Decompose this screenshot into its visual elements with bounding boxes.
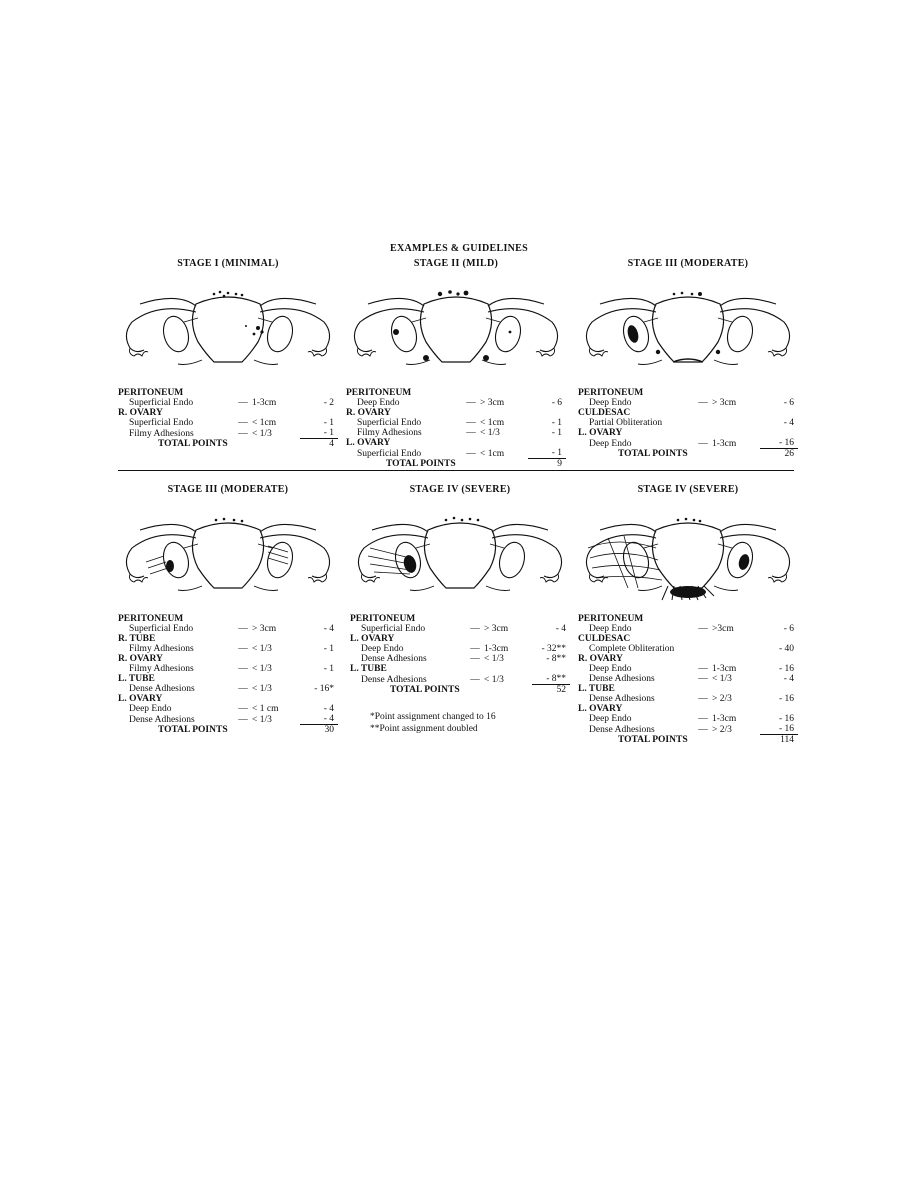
dash: —: [698, 724, 708, 735]
measure: < 1/3: [480, 428, 500, 438]
measure: 1-3cm: [252, 398, 277, 408]
points: - 1: [323, 428, 334, 438]
item-label: Superficial Endo: [357, 418, 422, 428]
score-row: [118, 684, 338, 694]
item-label: Deep Endo: [357, 398, 400, 408]
points: - 40: [778, 644, 794, 654]
section-label: L. TUBE: [578, 684, 615, 694]
measure: 1-3cm: [712, 714, 737, 724]
item-label: Deep Endo: [589, 664, 632, 674]
section-label: L. TUBE: [118, 674, 155, 684]
item-label: Dense Adhesions: [589, 674, 655, 684]
section-label: PERITONEUM: [346, 388, 412, 398]
item-label: Superficial Endo: [129, 624, 194, 634]
item-label: Dense Adhesions: [361, 674, 427, 685]
item-label: Deep Endo: [589, 398, 632, 408]
item-label: Filmy Adhesions: [129, 664, 194, 674]
total-points-label: TOTAL POINTS: [158, 725, 228, 735]
points: - 1: [551, 428, 562, 438]
points: - 8**: [546, 674, 566, 684]
section-row: [578, 614, 798, 624]
measure: < 1/3: [712, 674, 732, 684]
item-label: Superficial Endo: [357, 448, 422, 459]
section-row: [346, 408, 566, 418]
score-row: [578, 674, 798, 684]
section-label: PERITONEUM: [578, 614, 644, 624]
section-label: R. OVARY: [578, 654, 623, 664]
item-label: Superficial Endo: [129, 398, 194, 408]
section-label: PERITONEUM: [118, 388, 184, 398]
dash: —: [698, 438, 708, 449]
measure: > 2/3: [712, 694, 732, 704]
section-row: [118, 634, 338, 644]
score-row: [350, 644, 570, 654]
pelvic-anatomy-diagram: [350, 508, 570, 598]
section-row: [118, 694, 338, 704]
section-row: [118, 654, 338, 664]
dash: —: [466, 448, 476, 459]
dash: —: [698, 398, 708, 408]
section-row: [578, 388, 798, 398]
measure: < 1/3: [252, 684, 272, 694]
points: - 1: [551, 448, 562, 458]
dash: [694, 418, 712, 428]
section-label: R. OVARY: [118, 408, 163, 418]
dash: —: [698, 694, 708, 704]
section-label: CULDESAC: [578, 408, 631, 418]
score-row: [118, 644, 338, 654]
footnote-single-asterisk: *Point assignment changed to 16: [370, 712, 496, 722]
pelvic-anatomy-diagram: [578, 282, 798, 372]
points: - 8**: [546, 654, 566, 664]
score-row: [578, 398, 798, 408]
item-label: Superficial Endo: [129, 418, 194, 428]
measure: < 1/3: [252, 664, 272, 674]
total-points-label: TOTAL POINTS: [386, 459, 456, 469]
points: - 16: [778, 724, 794, 734]
dash: —: [238, 704, 248, 714]
score-row: [350, 624, 570, 634]
section-row: [578, 654, 798, 664]
measure: > 3cm: [480, 398, 505, 408]
measure: >3cm: [712, 624, 734, 634]
section-label: R. OVARY: [346, 408, 391, 418]
measure: < 1 cm: [252, 704, 279, 714]
section-label: R. TUBE: [118, 634, 156, 644]
section-row: [578, 684, 798, 694]
item-label: Superficial Endo: [361, 624, 426, 634]
section-label: CULDESAC: [578, 634, 631, 644]
stage-title: STAGE IV (SEVERE): [409, 484, 511, 495]
footnote-double-asterisk: **Point assignment doubled: [370, 724, 478, 734]
section-label: L. OVARY: [350, 634, 395, 644]
section-row: [346, 438, 566, 448]
points: - 32**: [541, 644, 566, 654]
section-label: L. OVARY: [346, 438, 391, 448]
score-row: [346, 398, 566, 408]
total-row: [350, 685, 570, 696]
stage-title: STAGE III (MODERATE): [627, 258, 749, 269]
measure: < 1cm: [480, 448, 505, 459]
item-label: Dense Adhesions: [129, 684, 195, 694]
dash: —: [238, 398, 248, 408]
section-label: L. OVARY: [578, 704, 623, 714]
measure: 1-3cm: [712, 438, 737, 449]
item-label: Dense Adhesions: [589, 724, 655, 735]
dash: —: [470, 674, 480, 685]
points: - 4: [783, 674, 794, 684]
dash: —: [238, 624, 248, 634]
score-row: [350, 674, 570, 685]
points: - 4: [555, 624, 566, 634]
dash: —: [466, 428, 476, 438]
score-row: [118, 398, 338, 408]
points: - 4: [323, 624, 334, 634]
pelvic-anatomy-diagram: [346, 282, 566, 372]
measure: < 1/3: [252, 428, 272, 439]
total-points-value: 114: [760, 735, 798, 746]
score-table: [350, 614, 570, 695]
dash: —: [698, 714, 708, 724]
dash: —: [238, 714, 248, 725]
section-label: PERITONEUM: [118, 614, 184, 624]
item-label: Dense Adhesions: [361, 654, 427, 664]
dash: —: [470, 644, 480, 654]
item-label: Deep Endo: [589, 714, 632, 724]
measure: 1-3cm: [712, 664, 737, 674]
total-points-value: 26: [760, 449, 798, 460]
points: - 16: [778, 664, 794, 674]
section-row: [578, 408, 798, 418]
item-label: Dense Adhesions: [589, 694, 655, 704]
dash: —: [238, 644, 248, 654]
total-points-label: TOTAL POINTS: [618, 449, 688, 459]
item-label: Complete Obliteration: [589, 644, 675, 654]
total-points-value: 4: [300, 439, 338, 450]
dash: —: [238, 428, 248, 439]
section-label: R. OVARY: [118, 654, 163, 664]
measure: < 1/3: [484, 674, 504, 685]
pelvic-anatomy-diagram: [118, 282, 338, 372]
measure: < 1/3: [484, 654, 504, 664]
points: - 1: [323, 664, 334, 674]
points: - 16: [778, 714, 794, 724]
points: - 4: [783, 418, 794, 428]
dash: —: [470, 624, 480, 634]
measure: < 1cm: [252, 418, 277, 428]
dash: —: [466, 418, 476, 428]
section-row: [118, 674, 338, 684]
measure: [712, 418, 760, 428]
section-label: L. OVARY: [578, 428, 623, 438]
dash: [694, 644, 712, 654]
score-table: [578, 388, 798, 459]
dash: —: [698, 624, 708, 634]
section-label: L. TUBE: [350, 664, 387, 674]
score-row: [578, 418, 798, 428]
total-row: [578, 449, 798, 460]
section-row: [118, 388, 338, 398]
score-row: [118, 714, 338, 725]
total-points-label: TOTAL POINTS: [390, 685, 460, 695]
dash: —: [238, 664, 248, 674]
score-row: [578, 438, 798, 449]
total-points-value: 9: [528, 459, 566, 470]
points: - 4: [323, 704, 334, 714]
stage-title: STAGE I (MINIMAL): [177, 258, 279, 269]
pelvic-anatomy-diagram: [578, 508, 798, 598]
measure: > 3cm: [484, 624, 509, 634]
total-row: [346, 459, 566, 470]
score-table: [578, 614, 798, 745]
score-row: [578, 724, 798, 735]
score-row: [578, 714, 798, 724]
item-label: Filmy Adhesions: [357, 428, 422, 438]
stage-title: STAGE IV (SEVERE): [637, 484, 739, 495]
total-points-label: TOTAL POINTS: [158, 439, 228, 449]
section-row: [350, 664, 570, 674]
score-row: [346, 428, 566, 438]
score-row: [346, 448, 566, 459]
dash: —: [698, 664, 708, 674]
points: - 16*: [314, 684, 334, 694]
points: - 6: [783, 624, 794, 634]
score-row: [118, 428, 338, 439]
dash: —: [238, 418, 248, 428]
section-row: [350, 634, 570, 644]
score-row: [578, 694, 798, 704]
pelvic-anatomy-diagram: [118, 508, 338, 598]
points: - 16: [778, 438, 794, 448]
points: - 6: [551, 398, 562, 408]
item-label: Deep Endo: [129, 704, 172, 714]
section-label: PERITONEUM: [350, 614, 416, 624]
score-row: [350, 654, 570, 664]
points: - 2: [323, 398, 334, 408]
measure: < 1cm: [480, 418, 505, 428]
measure: > 3cm: [712, 398, 737, 408]
total-row: [118, 725, 338, 736]
measure: > 3cm: [252, 624, 277, 634]
measure: > 2/3: [712, 724, 732, 735]
section-label: L. OVARY: [118, 694, 163, 704]
section-row: [118, 614, 338, 624]
section-divider: [118, 470, 794, 471]
section-row: [118, 408, 338, 418]
document-title: EXAMPLES & GUIDELINES: [390, 243, 528, 254]
item-label: Partial Obliteration: [589, 418, 663, 428]
points: - 1: [323, 418, 334, 428]
score-row: [118, 418, 338, 428]
score-table: [118, 614, 338, 735]
dash: —: [466, 398, 476, 408]
measure: [712, 644, 760, 654]
points: - 1: [551, 418, 562, 428]
total-points-value: 52: [532, 685, 570, 696]
points: - 16: [778, 694, 794, 704]
measure: < 1/3: [252, 644, 272, 654]
measure: < 1/3: [252, 714, 272, 725]
score-table: [118, 388, 338, 449]
section-label: PERITONEUM: [578, 388, 644, 398]
score-row: [578, 664, 798, 674]
score-row: [118, 704, 338, 714]
item-label: Deep Endo: [589, 438, 632, 449]
item-label: Deep Endo: [361, 644, 404, 654]
score-row: [578, 644, 798, 654]
score-row: [118, 624, 338, 634]
section-row: [578, 428, 798, 438]
score-table: [346, 388, 566, 469]
points: - 6: [783, 398, 794, 408]
points: - 4: [323, 714, 334, 724]
score-row: [118, 664, 338, 674]
score-row: [578, 624, 798, 634]
total-points-label: TOTAL POINTS: [618, 735, 688, 745]
dash: —: [238, 684, 248, 694]
section-row: [346, 388, 566, 398]
measure: 1-3cm: [484, 644, 509, 654]
stage-title: STAGE III (MODERATE): [167, 484, 289, 495]
score-row: [346, 418, 566, 428]
item-label: Deep Endo: [589, 624, 632, 634]
section-row: [350, 614, 570, 624]
item-label: Filmy Adhesions: [129, 644, 194, 654]
points: - 1: [323, 644, 334, 654]
item-label: Filmy Adhesions: [129, 428, 194, 439]
total-points-value: 30: [300, 725, 338, 736]
dash: —: [470, 654, 480, 664]
section-row: [578, 634, 798, 644]
dash: —: [698, 674, 708, 684]
item-label: Dense Adhesions: [129, 714, 195, 725]
stage-title: STAGE II (MILD): [413, 258, 499, 269]
total-row: [578, 735, 798, 746]
total-row: [118, 439, 338, 450]
section-row: [578, 704, 798, 714]
